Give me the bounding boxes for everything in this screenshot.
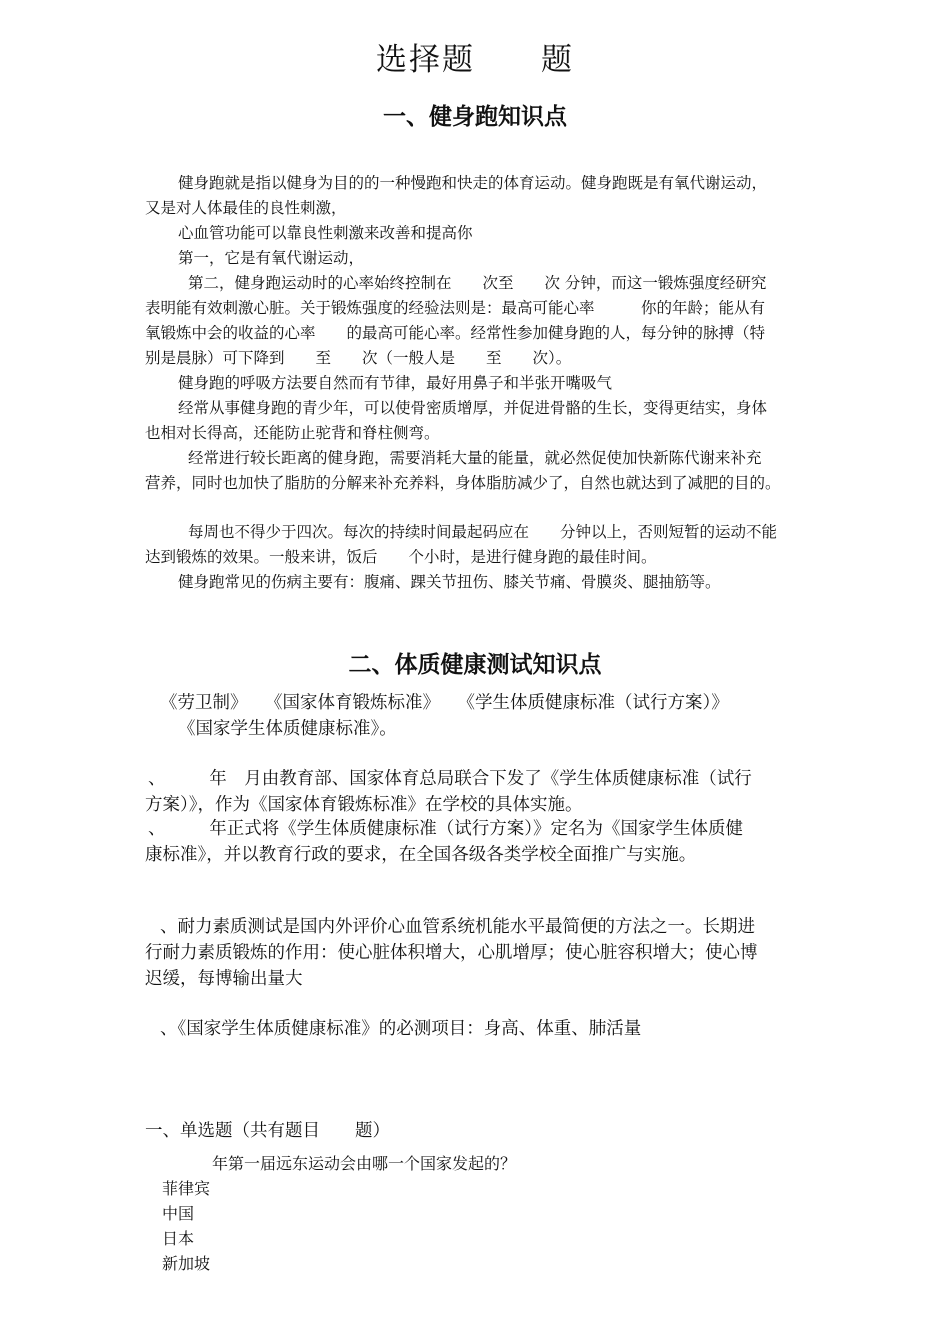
paragraph-line: 、 年 月由教育部、国家体育总局联合下发了《学生体质健康标准（试行 (148, 769, 752, 789)
section-heading-fitness-running: 一、健身跑知识点 (383, 104, 567, 130)
paragraph-line: 别是晨脉）可下降到 至 次（一般人是 至 次）。 (145, 349, 572, 367)
paragraph-line: 、耐力素质测试是国内外评价心血管系统机能水平最简便的方法之一。长期进 (160, 917, 755, 937)
paragraph-line: 迟缓，每博输出量大 (145, 969, 303, 989)
answer-option[interactable]: 新加坡 (162, 1254, 211, 1273)
paragraph-line: 健身跑的呼吸方法要自然而有节律，最好用鼻子和半张开嘴吸气 (178, 374, 613, 392)
paragraph-line: 行耐力素质锻炼的作用：使心脏体积增大，心肌增厚；使心脏容积增大；使心博 (145, 943, 758, 963)
paragraph-line: 经常从事健身跑的青少年，可以使骨密质增厚，并促进骨骼的生长，变得更结实，身体 (178, 399, 768, 417)
paragraph-line: 每周也不得少于四次。每次的持续时间最起码应在 分钟以上，否则短暂的运动不能 (188, 523, 778, 541)
paragraph-line: 也相对长得高，还能防止驼背和脊柱侧弯。 (145, 424, 440, 442)
paragraph-line: 第一，它是有氧代谢运动， (178, 249, 365, 267)
paragraph-line: 健身跑就是指以健身为目的的一种慢跑和快走的体育运动。健身跑既是有氧代谢运动， (178, 174, 768, 192)
page-title: 选择题 题 (376, 42, 574, 78)
paragraph-line: 《国家学生体质健康标准》。 (178, 719, 397, 739)
paragraph-line: 表明能有效刺激心脏。关于锻炼强度的经验法则是：最高可能心率 你的年龄；能从有 (145, 299, 766, 317)
section-heading-fitness-test: 二、体质健康测试知识点 (348, 652, 602, 678)
paragraph-line: 、 年正式将《学生体质健康标准（试行方案）》定名为《国家学生体质健 (148, 819, 743, 839)
paragraph-line: 《劳卫制》 《国家体育锻炼标准》 《学生体质健康标准（试行方案）》 (160, 693, 729, 713)
paragraph-line: 达到锻炼的效果。一般来讲，饭后 个小时，是进行健身跑的最佳时间。 (145, 548, 657, 566)
answer-option[interactable]: 菲律宾 (162, 1179, 211, 1198)
question-text: 年第一届远东运动会由哪一个国家发起的？ (212, 1154, 517, 1173)
paragraph-line: 第二，健身跑运动时的心率始终控制在 次至 次 分钟，而这一锻炼强度经研究 (188, 274, 767, 292)
quiz-heading: 一、单选题（共有题目 题） (145, 1121, 390, 1141)
paragraph-line: 营养，同时也加快了脂肪的分解来补充养料，身体脂肪减少了，自然也就达到了减肥的目的。 (145, 474, 781, 492)
paragraph-line: 又是对人体最佳的良性刺激， (145, 199, 347, 217)
paragraph-line: 经常进行较长距离的健身跑，需要消耗大量的能量，就必然促使加快新陈代谢来补充 (188, 449, 762, 467)
paragraph-line: 氧锻炼中会的收益的心率 的最高可能心率。经常性参加健身跑的人，每分钟的脉搏（特 (145, 324, 766, 342)
paragraph-line: 心血管功能可以靠良性刺激来改善和提高你 (178, 224, 473, 242)
paragraph-line: 康标准》，并以教育行政的要求，在全国各级各类学校全面推广与实施。 (145, 845, 697, 865)
paragraph-line: 方案）》，作为《国家体育锻炼标准》在学校的具体实施。 (145, 795, 583, 815)
answer-option[interactable]: 中国 (162, 1204, 195, 1223)
paragraph-line: 健身跑常见的伤病主要有：腹痛、踝关节扭伤、膝关节痛、骨膜炎、腿抽筋等。 (178, 573, 721, 591)
answer-option[interactable]: 日本 (162, 1229, 195, 1248)
paragraph-line: 、《国家学生体质健康标准》的必测项目：身高、体重、肺活量 (160, 1019, 642, 1039)
